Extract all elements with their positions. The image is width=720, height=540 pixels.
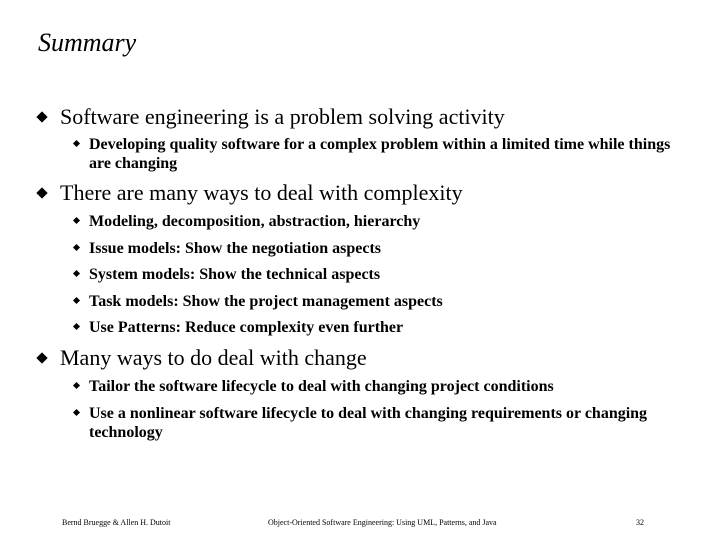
diamond-bullet-icon (73, 140, 80, 147)
diamond-bullet-icon (73, 244, 80, 251)
footer-book-title: Object-Oriented Software Engineering: Using UML, Patterns, and Java (268, 518, 497, 527)
diamond-bullet-icon (36, 352, 47, 363)
page-number: 32 (636, 518, 644, 527)
diamond-bullet-icon (73, 409, 80, 416)
sub-bullet-text: Use Patterns: Reduce complexity even further (89, 319, 404, 336)
diamond-bullet-icon (36, 187, 47, 198)
bullet-text: There are many ways to deal with complexity (60, 180, 463, 205)
sub-bullet-text: Use a nonlinear software lifecycle to deal with changing requirements or changing technology (89, 405, 648, 441)
diamond-bullet-icon (36, 111, 47, 122)
sub-bullet-text: Tailor the software lifecycle to deal with changing project conditions (89, 378, 554, 395)
bullet-text: Many ways to do deal with change (60, 345, 367, 370)
sub-bullet-text: System models: Show the technical aspects (89, 266, 381, 283)
diamond-bullet-icon (73, 217, 80, 224)
diamond-bullet-icon (73, 270, 80, 277)
diamond-bullet-icon (73, 297, 80, 304)
slide-title: Summary (38, 28, 137, 57)
sub-bullet-text: Issue models: Show the negotiation aspects (89, 240, 382, 257)
bullet-text: Software engineering is a problem solving activity (60, 104, 505, 129)
footer-authors: Bernd Bruegge & Allen H. Dutoit (62, 518, 171, 527)
diamond-bullet-icon (73, 382, 80, 389)
diamond-bullet-icon (73, 323, 80, 330)
sub-bullet-text: Developing quality software for a complex problem within a limited time while things are changing (89, 136, 671, 172)
sub-bullet-text: Modeling, decomposition, abstraction, hierarchy (89, 213, 421, 230)
sub-bullet-text: Task models: Show the project management aspects (89, 293, 443, 310)
